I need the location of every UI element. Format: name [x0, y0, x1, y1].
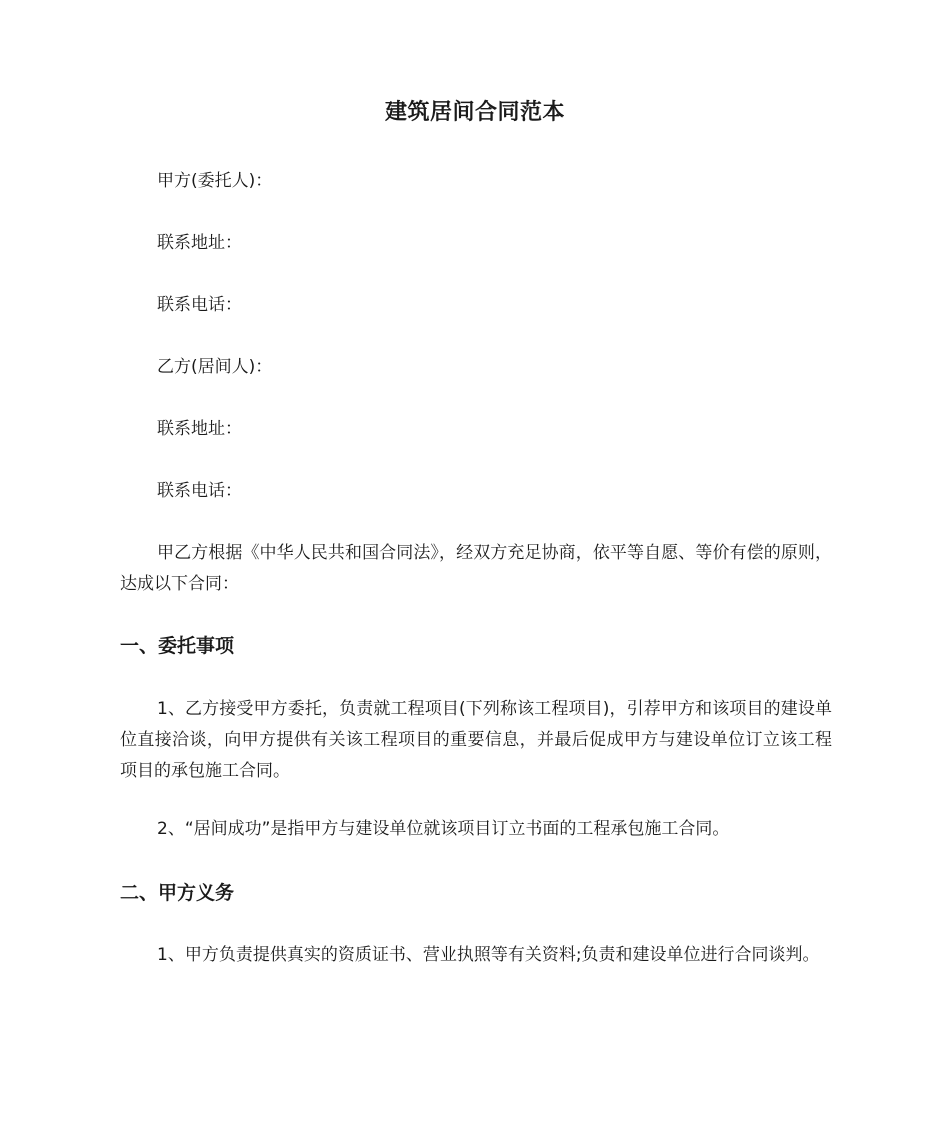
- section1-item1-paragraph: 1、乙方接受甲方委托，负责就工程项目(下列称该工程项目)，引荐甲方和该项目的建设单位直接洽谈，向甲方提供有关该工程项目的重要信息，并最后促成甲方与建设单位订立该工程项目的承包施工合同。: [120, 699, 832, 781]
- party-b-phone-label: 联系电话：: [157, 481, 242, 501]
- party-a-address-label: 联系地址：: [157, 233, 242, 253]
- preamble-paragraph: 甲乙方根据《中华人民共和国合同法》，经双方充足协商，依平等自愿、等价有偿的原则，达成以下合同：: [120, 543, 832, 594]
- section-heading-party-a-obligations: 二、甲方义务: [120, 882, 235, 904]
- document-title: 建筑居间合同范本: [384, 100, 565, 125]
- party-b-address-label: 联系地址：: [157, 419, 242, 439]
- party-a-label: 甲方(委托人)：: [157, 171, 273, 191]
- party-a-phone-label: 联系电话：: [157, 295, 242, 315]
- section2-item1-paragraph: 1、甲方负责提供真实的资质证书、营业执照等有关资料;负责和建设单位进行合同谈判。: [157, 945, 820, 965]
- party-b-label: 乙方(居间人)：: [157, 357, 273, 377]
- section1-item2-paragraph: 2、“居间成功”是指甲方与建设单位就该项目订立书面的工程承包施工合同。: [157, 819, 730, 839]
- section-heading-entrusted-matters: 一、委托事项: [120, 635, 235, 657]
